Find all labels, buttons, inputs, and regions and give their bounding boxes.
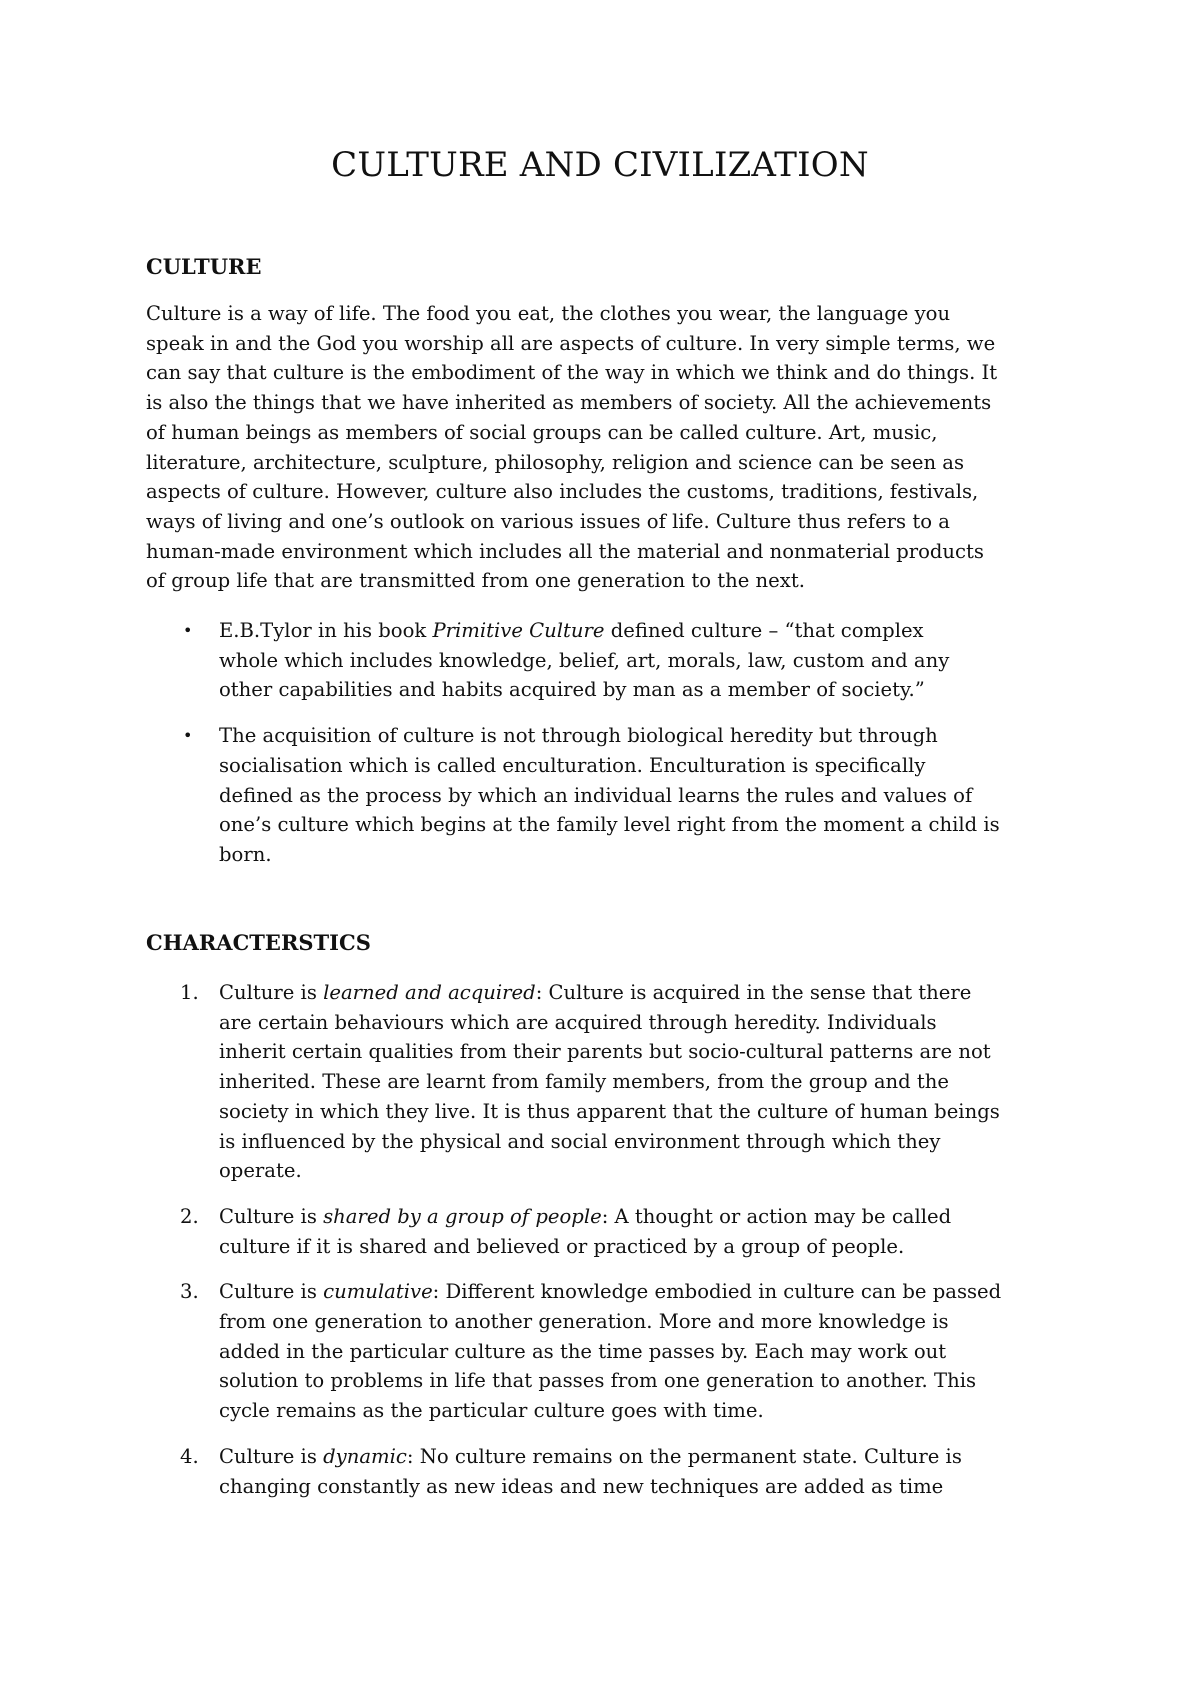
bullet-text: E.B.Tylor in his book bbox=[219, 619, 433, 642]
paragraph-line: Culture is a way of life. The food you eat, the clothes you wear, the language you bbox=[146, 302, 951, 325]
paragraph-line: literature, architecture, sculpture, philosophy, religion and science can be seen as bbox=[146, 450, 965, 474]
item-text: Culture is bbox=[219, 1204, 324, 1228]
item-line bbox=[219, 978, 1099, 1008]
paragraph-line: of group life that are transmitted from one generation to the next. bbox=[146, 569, 805, 593]
paragraph-line: is also the things that we have inherited as members of society. All the achievements bbox=[146, 391, 992, 415]
bullet-item-tylor bbox=[0, 616, 1099, 705]
item-line: inherited. These are learnt from family members, from the group and the bbox=[219, 1070, 950, 1094]
paragraph-line: ways of living and one’s outlook on various issues of life. Culture thus refers to a bbox=[146, 509, 950, 533]
item-line bbox=[219, 1442, 1099, 1472]
paragraph-line: of human beings as members of social groups can be called culture. Art, music, bbox=[146, 420, 938, 444]
bullet-line bbox=[219, 616, 1099, 646]
item-text: : Different knowledge embodied in culture can be passed bbox=[432, 1280, 1002, 1304]
item-line: is influenced by the physical and social environment through which they bbox=[219, 1129, 941, 1153]
bullet-marker: • bbox=[183, 621, 193, 640]
item-text: : Culture is acquired in the sense that there bbox=[535, 981, 972, 1004]
characteristic-item-cumulative bbox=[0, 1277, 1099, 1426]
item-text: Culture is bbox=[219, 981, 324, 1004]
bullet-item-enculturation bbox=[0, 721, 1099, 870]
bullet-line: whole which includes knowledge, belief, art, morals, law, custom and any bbox=[219, 648, 950, 672]
item-emphasis: dynamic bbox=[323, 1444, 407, 1468]
item-line: society in which they live. It is thus apparent that the culture of human beings bbox=[219, 1099, 1000, 1123]
item-line: added in the particular culture as the time passes by. Each may work out bbox=[219, 1339, 947, 1363]
item-text: : No culture remains on the permanent state. Culture is bbox=[406, 1444, 962, 1468]
characteristic-item-shared bbox=[0, 1202, 1099, 1261]
book-title: Primitive Culture bbox=[432, 619, 605, 642]
paragraph-line: speak in and the God you worship all are aspects of culture. In very simple terms, we bbox=[146, 331, 996, 355]
characteristic-item-dynamic bbox=[0, 1442, 1099, 1501]
item-line: solution to problems in life that passes from one generation to another. This bbox=[219, 1369, 977, 1393]
item-line bbox=[219, 1202, 1099, 1232]
item-line: are certain behaviours which are acquired through heredity. Individuals bbox=[219, 1010, 937, 1034]
item-line bbox=[219, 1277, 1099, 1307]
item-text: : A thought or action may be called bbox=[601, 1204, 952, 1228]
paragraph-line: can say that culture is the embodiment of the way in which we think and do things. It bbox=[146, 361, 998, 385]
list-number: 4. bbox=[180, 1444, 199, 1468]
paragraph-line: human-made environment which includes all the material and nonmaterial products bbox=[146, 539, 984, 563]
item-text: Culture is bbox=[219, 1280, 324, 1304]
characteristic-item-learned bbox=[0, 978, 1099, 1186]
list-number: 3. bbox=[180, 1280, 199, 1304]
item-line: inherit certain qualities from their parents but socio-cultural patterns are not bbox=[219, 1040, 991, 1064]
page-title: CULTURE AND CIVILIZATION bbox=[331, 145, 869, 185]
item-line: cycle remains as the particular culture goes with time. bbox=[219, 1399, 764, 1423]
section-heading-culture: CULTURE bbox=[146, 254, 262, 279]
item-emphasis: cumulative bbox=[323, 1280, 433, 1304]
item-text: Culture is bbox=[219, 1444, 324, 1468]
item-line: from one generation to another generation. More and more knowledge is bbox=[219, 1310, 949, 1334]
bullet-line: born. bbox=[219, 842, 272, 866]
bullet-line: The acquisition of culture is not through biological heredity but through bbox=[219, 724, 938, 748]
list-number: 2. bbox=[180, 1204, 199, 1228]
bullet-line: defined as the process by which an individual learns the rules and values of bbox=[219, 783, 973, 807]
bullet-marker: • bbox=[183, 726, 193, 746]
characteristics-list bbox=[0, 978, 1099, 1517]
culture-paragraph bbox=[146, 299, 1066, 596]
item-emphasis: shared by a group of people bbox=[323, 1204, 602, 1228]
item-emphasis: learned and acquired bbox=[323, 981, 536, 1004]
item-line: culture if it is shared and believed or practiced by a group of people. bbox=[219, 1234, 905, 1258]
item-line: changing constantly as new ideas and new techniques are added as time bbox=[219, 1474, 944, 1498]
section-heading-characteristics: CHARACTERSTICS bbox=[146, 930, 371, 955]
bullet-line: socialisation which is called enculturation. Enculturation is specifically bbox=[219, 753, 926, 777]
item-line: operate. bbox=[219, 1159, 302, 1183]
bullet-line: other capabilities and habits acquired by man as a member of society.” bbox=[219, 678, 925, 702]
paragraph-line: aspects of culture. However, culture also includes the customs, traditions, festivals, bbox=[146, 480, 979, 504]
bullet-text: defined culture – “that complex bbox=[604, 619, 924, 642]
culture-bullet-list bbox=[0, 616, 1099, 886]
bullet-line: one’s culture which begins at the family level right from the moment a child is bbox=[219, 813, 1000, 837]
list-number: 1. bbox=[180, 981, 199, 1004]
